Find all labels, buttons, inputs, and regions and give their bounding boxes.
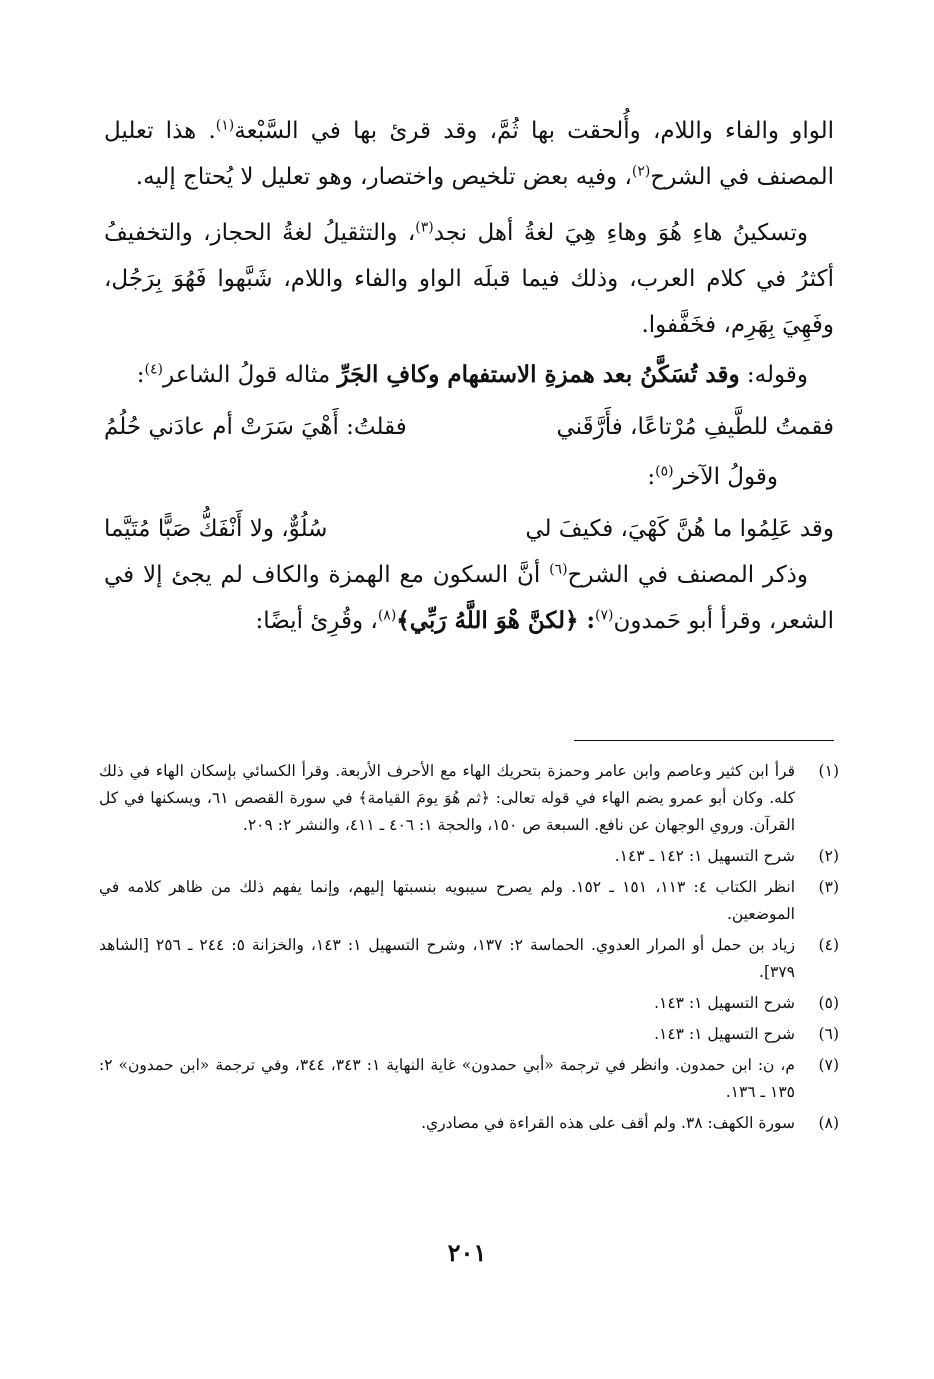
footnotes-section [99, 758, 839, 1141]
footnote-text: م، ن: ابن حمدون. وانظر في ترجمة «أبي حمدون» غاية النهاية ١: ٣٤٣، ٣٤٤، وفي ترجمة «ابن حمدون» ٢: ١٣٥ ـ ١٣٦. [99, 1056, 795, 1101]
paragraph-2 [104, 210, 834, 348]
paragraph-3 [104, 352, 834, 398]
text-run: ، والتثقيلُ لغةُ الحجاز، والتخفيفُ أكثرُ في كلام العرب، وذلك فيما قبلَه الواو والفاء واللام، شَبَّهوا فَهُوَ بِرَجُل، وفَهِيَ بِهَرِم، فخَفَّفوا. [104, 220, 834, 338]
footnote-number: (٣) [818, 878, 839, 896]
footnote [99, 843, 839, 870]
main-text [104, 108, 834, 644]
text-run: : [647, 464, 656, 490]
footnote-ref[interactable]: (١) [215, 117, 235, 134]
footnote [99, 1021, 839, 1048]
footnote-text: شرح التسهيل ١: ١٤٣. [654, 994, 795, 1012]
paragraph-1 [104, 108, 834, 200]
footnote-text: انظر الكتاب ٤: ١١٣، ١٥١ ـ ١٥٢. ولم يصرح سيبويه بنسبتها إليهم، وإنما يفهم ذلك من ظاهر كلامه في الموضعين. [99, 878, 796, 923]
verse-second-hemistich: سُلُوٌّ، ولا أَنْفَكُّ صَبًّا مُتَيَّما [104, 516, 328, 542]
verse-second-hemistich: فقلتُ: أَهْيَ سَرَتْ أم عادَني حُلُمُ [104, 414, 407, 440]
footnote-ref[interactable]: (٨) [377, 607, 397, 624]
poetry-verse-1 [104, 404, 834, 450]
footnote-number: (٢) [818, 847, 839, 865]
text-run: مثاله قولُ الشاعر [163, 362, 338, 388]
poetry-verse-2 [104, 506, 834, 552]
text-run: أنَّ السكون مع الهمزة والكاف لم يجئ إلا في الشعر، وقرأ أبو حَمدون [104, 562, 834, 634]
page-number: ٢٠١ [447, 1238, 487, 1267]
footnote [99, 932, 839, 986]
footnote-text: قرأ ابن كثير وعاصم وابن عامر وحمزة بتحريك الهاء مع الأحرف الأربعة. وقرأ الكسائي بإسكان الهاء في ذلك كله. وكان أبو عمرو يضم الهاء في قوله تعالى: ﴿ثم هُوَ يومَ القيامة﴾ في سورة القصص ٦١، ويسكنها في كل القرآن. وروي الوجهان عن نافع. السبعة ص ١٥٠، والحجة ١: ٤٠٦ ـ ٤١١، والنشر ٢: ٢٠٩. [99, 762, 795, 834]
footnote-ref[interactable]: (٤) [144, 361, 163, 378]
footnote-divider [574, 740, 834, 741]
footnote [99, 1110, 839, 1137]
footnote-text: سورة الكهف: ٣٨. ولم أقف على هذه القراءة في مصادري. [421, 1114, 795, 1132]
footnote-number: (٥) [818, 994, 839, 1012]
text-run: وتسكينُ هاءِ هُوَ وهاءِ هِيَ لغةُ أهل نجد [433, 220, 808, 246]
footnote-number: (٤) [818, 936, 839, 954]
quoted-matn: وقد تُسَكَّنُ بعد همزةِ الاستفهام وكافِ الجَرِّ [337, 361, 740, 388]
footnote [99, 1052, 839, 1106]
footnote-text: شرح التسهيل ١: ١٤٢ ـ ١٤٣. [614, 847, 795, 865]
verse-first-hemistich: وقد عَلِمُوا ما هُنَّ كَهْيَ، فكيفَ لي [525, 516, 834, 542]
text-run: وقوله: [739, 362, 808, 388]
verse-first-hemistich: فقمتُ للطَّيفِ مُرْتاعًا، فأَرَّقَني [556, 414, 834, 440]
footnote-number: (٧) [818, 1056, 839, 1074]
text-run: وذكر المصنف في الشرح [567, 562, 808, 588]
footnote-ref[interactable]: (٢) [631, 163, 651, 180]
footnote-ref[interactable]: (٦) [549, 561, 568, 578]
footnote-number: (١) [818, 762, 839, 780]
footnote-ref[interactable]: (٥) [655, 463, 674, 480]
quran-quote: : ﴿لكنَّ هْوَ اللَّهُ رَبِّي﴾ [396, 607, 596, 634]
footnote [99, 874, 839, 928]
footnote-number: (٨) [818, 1114, 839, 1132]
footnote-number: (٦) [818, 1025, 839, 1043]
text-run: الواو والفاء واللام، وأُلحقت بها ثُمَّ، وقد قرئ بها في السَّبْعة [234, 118, 834, 144]
footnote-text: شرح التسهيل ١: ١٤٣. [654, 1025, 795, 1043]
footnote-ref[interactable]: (٣) [415, 219, 434, 236]
footnote-text: زياد بن حمل أو المرار العدوي. الحماسة ٢: ١٣٧، وشرح التسهيل ١: ١٤٣، والخزانة ٥: ٢٤٤ ـ ٢٥٦ [الشاهد ٣٧٩]. [99, 936, 795, 981]
footnote [99, 990, 839, 1017]
verse-intro [104, 454, 834, 500]
text-run: ، وقُرِئ أيضًا: [255, 608, 378, 634]
footnote [99, 758, 839, 839]
text-run: : [136, 362, 145, 388]
text-run: ، وفيه بعض تلخيص واختصار، وهو تعليل لا يُحتاج إليه. [135, 164, 632, 190]
footnote-ref[interactable]: (٧) [595, 607, 614, 624]
text-run: . هذا تعليل المصنف في الشرح [104, 118, 834, 190]
text-run: وقولُ الآخر [673, 464, 778, 490]
paragraph-4 [104, 552, 834, 644]
